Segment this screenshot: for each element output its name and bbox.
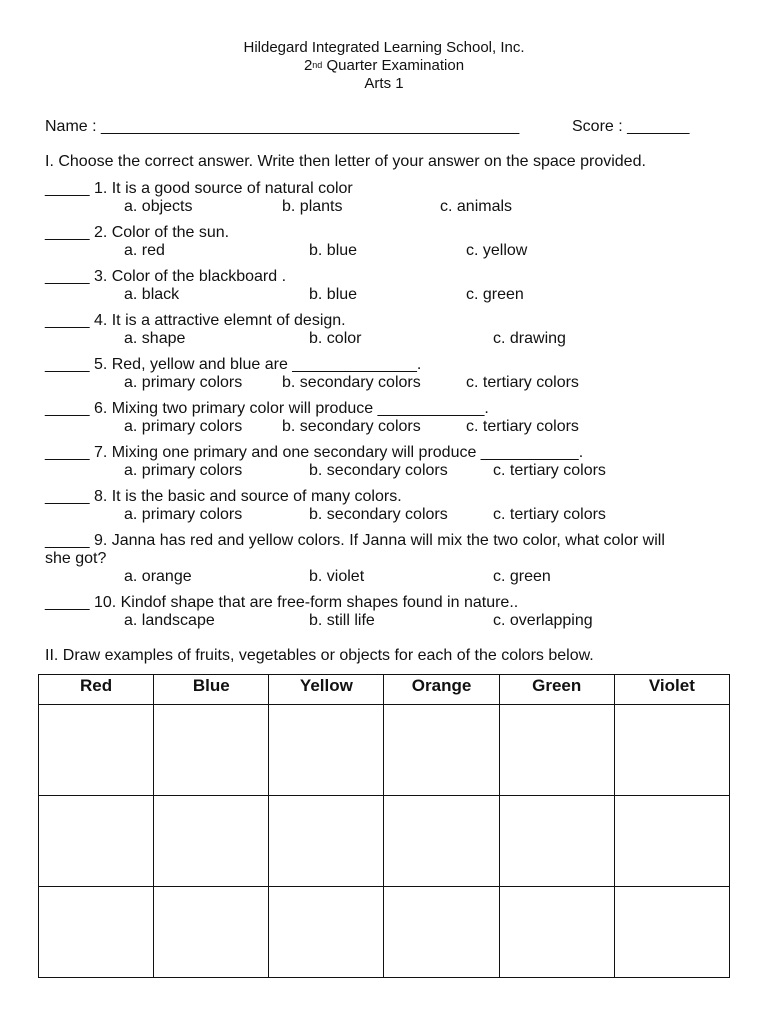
column-header-blue: Blue [154, 675, 269, 705]
q4-option-c: c. drawing [493, 330, 566, 347]
drawing-cell[interactable] [614, 705, 729, 796]
question-8: _____ 8. It is the basic and source of many colors. [45, 488, 402, 505]
q7-option-a: a. primary colors [124, 462, 243, 479]
quarter-number: 2 [303, 57, 313, 74]
question-9-continued: she got? [45, 550, 107, 567]
q8-option-b: b. secondary colors [309, 506, 448, 523]
school-name: Hildegard Integrated Learning School, Inc. [243, 39, 525, 56]
q7-option-c: c. tertiary colors [493, 462, 606, 479]
exam-title [0, 57, 768, 75]
drawing-cell[interactable] [39, 796, 154, 887]
q1-option-a: a. objects [124, 198, 193, 215]
drawing-cell[interactable] [39, 887, 154, 978]
q3-option-b: b. blue [309, 286, 358, 303]
q1-option-c: c. animals [440, 198, 513, 215]
color-drawing-table [38, 674, 730, 978]
table-row [39, 796, 730, 887]
question-2: _____ 2. Color of the sun. [45, 224, 230, 241]
quarter-ordinal: nd [312, 60, 323, 70]
column-header-violet: Violet [614, 675, 729, 705]
column-header-yellow: Yellow [269, 675, 384, 705]
question-6: _____ 6. Mixing two primary color will produce ____________. [45, 400, 489, 417]
drawing-cell[interactable] [154, 887, 269, 978]
q1-option-b: b. plants [282, 198, 343, 215]
drawing-cell[interactable] [39, 705, 154, 796]
question-7: _____ 7. Mixing one primary and one secondary will produce ___________. [45, 444, 584, 461]
q5-option-a: a. primary colors [124, 374, 243, 391]
q3-option-c: c. green [466, 286, 524, 303]
drawing-cell[interactable] [499, 705, 614, 796]
drawing-cell[interactable] [269, 705, 384, 796]
table-row [39, 705, 730, 796]
q8-option-c: c. tertiary colors [493, 506, 606, 523]
q6-option-a: a. primary colors [124, 418, 243, 435]
q6-option-c: c. tertiary colors [466, 418, 579, 435]
column-header-orange: Orange [384, 675, 499, 705]
drawing-cell[interactable] [614, 887, 729, 978]
q6-option-b: b. secondary colors [282, 418, 421, 435]
q8-option-a: a. primary colors [124, 506, 243, 523]
name-field[interactable]: Name : _______________________________________________ [45, 118, 520, 135]
q4-option-a: a. shape [124, 330, 186, 347]
drawing-cell[interactable] [154, 796, 269, 887]
q9-option-a: a. orange [124, 568, 192, 585]
drawing-cell[interactable] [269, 887, 384, 978]
q2-option-c: c. yellow [466, 242, 528, 259]
drawing-cell[interactable] [384, 887, 499, 978]
score-field[interactable]: Score : _______ [572, 118, 690, 135]
q2-option-a: a. red [124, 242, 165, 259]
question-3: _____ 3. Color of the blackboard . [45, 268, 287, 285]
exam-title-rest: Quarter Examination [322, 57, 465, 74]
table-row [39, 887, 730, 978]
question-1: _____ 1. It is a good source of natural color [45, 180, 353, 197]
drawing-cell[interactable] [384, 705, 499, 796]
part2-instruction: II. Draw examples of fruits, vegetables or objects for each of the colors below. [45, 647, 594, 664]
part1-instruction: I. Choose the correct answer. Write then letter of your answer on the space provided. [45, 153, 646, 170]
question-5: _____ 5. Red, yellow and blue are ______________. [45, 356, 422, 373]
question-9: _____ 9. Janna has red and yellow colors. If Janna will mix the two color, what color will [45, 532, 665, 549]
drawing-cell[interactable] [384, 796, 499, 887]
drawing-cell[interactable] [499, 796, 614, 887]
drawing-cell[interactable] [154, 705, 269, 796]
question-4: _____ 4. It is a attractive elemnt of design. [45, 312, 346, 329]
q9-option-b: b. violet [309, 568, 365, 585]
q9-option-c: c. green [493, 568, 551, 585]
q5-option-b: b. secondary colors [282, 374, 421, 391]
q4-option-b: b. color [309, 330, 362, 347]
column-header-green: Green [499, 675, 614, 705]
drawing-cell[interactable] [614, 796, 729, 887]
q2-option-b: b. blue [309, 242, 358, 259]
q7-option-b: b. secondary colors [309, 462, 448, 479]
column-header-red: Red [39, 675, 154, 705]
drawing-cell[interactable] [269, 796, 384, 887]
q10-option-c: c. overlapping [493, 612, 593, 629]
question-10: _____ 10. Kindof shape that are free-form shapes found in nature.. [45, 594, 519, 611]
subject-title: Arts 1 [364, 75, 404, 92]
drawing-cell[interactable] [499, 887, 614, 978]
q10-option-a: a. landscape [124, 612, 215, 629]
q10-option-b: b. still life [309, 612, 375, 629]
q5-option-c: c. tertiary colors [466, 374, 579, 391]
q3-option-a: a. black [124, 286, 180, 303]
